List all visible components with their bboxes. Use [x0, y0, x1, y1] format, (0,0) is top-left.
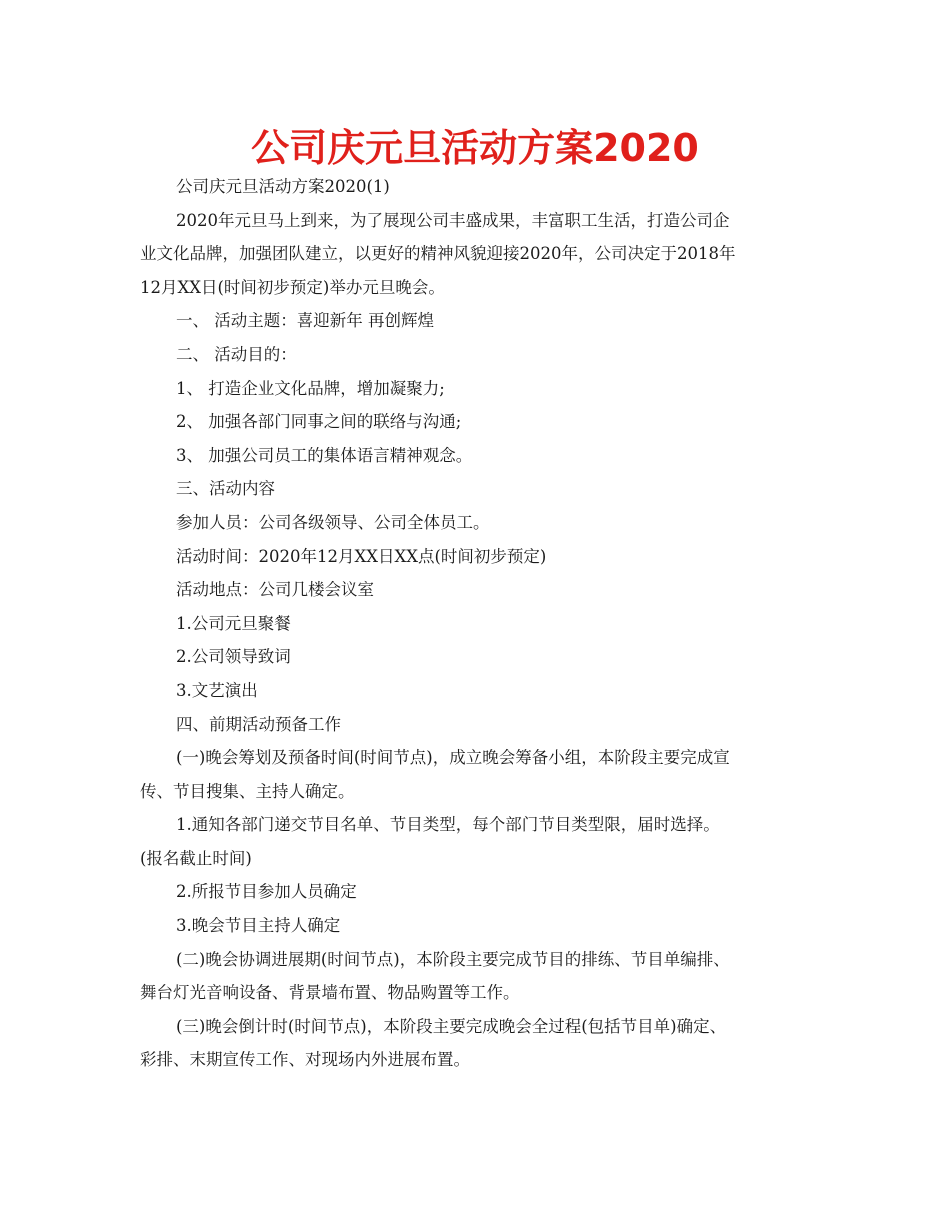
- text-line: 参加人员：公司各级领导、公司全体员工。: [176, 512, 490, 532]
- text-line: 3.晚会节目主持人确定: [176, 916, 341, 936]
- text-line: 2020年元旦马上到来，为了展现公司丰盛成果，丰富职工生活，打造公司企: [176, 210, 730, 230]
- text-line: (一)晚会筹划及预备时间(时间节点)，成立晚会筹备小组，本阶段主要完成宣: [176, 748, 730, 768]
- text-line: 活动地点：公司几楼会议室: [176, 580, 374, 600]
- text-line: 3.文艺演出: [176, 680, 258, 700]
- text-line: (二)晚会协调进展期(时间节点)，本阶段主要完成节目的排练、节目单编排、: [176, 949, 730, 969]
- text-line: 传、节目搜集、主持人确定。: [140, 781, 355, 801]
- text-line: 活动时间：2020年12月XX日XX点(时间初步预定): [176, 546, 547, 566]
- document-title: 公司庆元旦活动方案2020: [251, 126, 699, 170]
- text-line: 彩排、末期宣传工作、对现场内外进展布置。: [140, 1050, 470, 1070]
- document-body: [140, 170, 812, 1077]
- text-line: 二、 活动目的：: [176, 344, 297, 364]
- text-line: 1.公司元旦聚餐: [176, 613, 291, 633]
- text-line: 四、前期活动预备工作: [176, 714, 341, 734]
- text-line: 公司庆元旦活动方案2020(1): [176, 177, 390, 196]
- text-line: 1、 打造企业文化品牌，增加凝聚力;: [176, 378, 445, 398]
- text-line: 2、 加强各部门同事之间的联络与沟通;: [176, 412, 462, 432]
- text-line: 舞台灯光音响设备、背景墙布置、物品购置等工作。: [140, 983, 520, 1003]
- text-line: 2.所报节目参加人员确定: [176, 882, 357, 902]
- text-line: 1.通知各部门递交节目名单、节目类型，每个部门节目类型限，届时选择。: [176, 815, 720, 835]
- text-line: (三)晚会倒计时(时间节点)，本阶段主要完成晚会全过程(包括节目单)确定、: [176, 1016, 727, 1036]
- text-line: 三、活动内容: [176, 479, 275, 499]
- text-line: 12月XX日(时间初步预定)举办元旦晚会。: [140, 277, 445, 297]
- text-line: (报名截止时间): [140, 848, 252, 868]
- text-line: 业文化品牌，加强团队建立，以更好的精神风貌迎接2020年，公司决定于2018年: [140, 244, 736, 264]
- text-line: 3、 加强公司员工的集体语言精神观念。: [176, 445, 473, 465]
- text-line: 2.公司领导致词: [176, 647, 291, 667]
- text-line: 一、 活动主题：喜迎新年 再创辉煌: [176, 311, 434, 331]
